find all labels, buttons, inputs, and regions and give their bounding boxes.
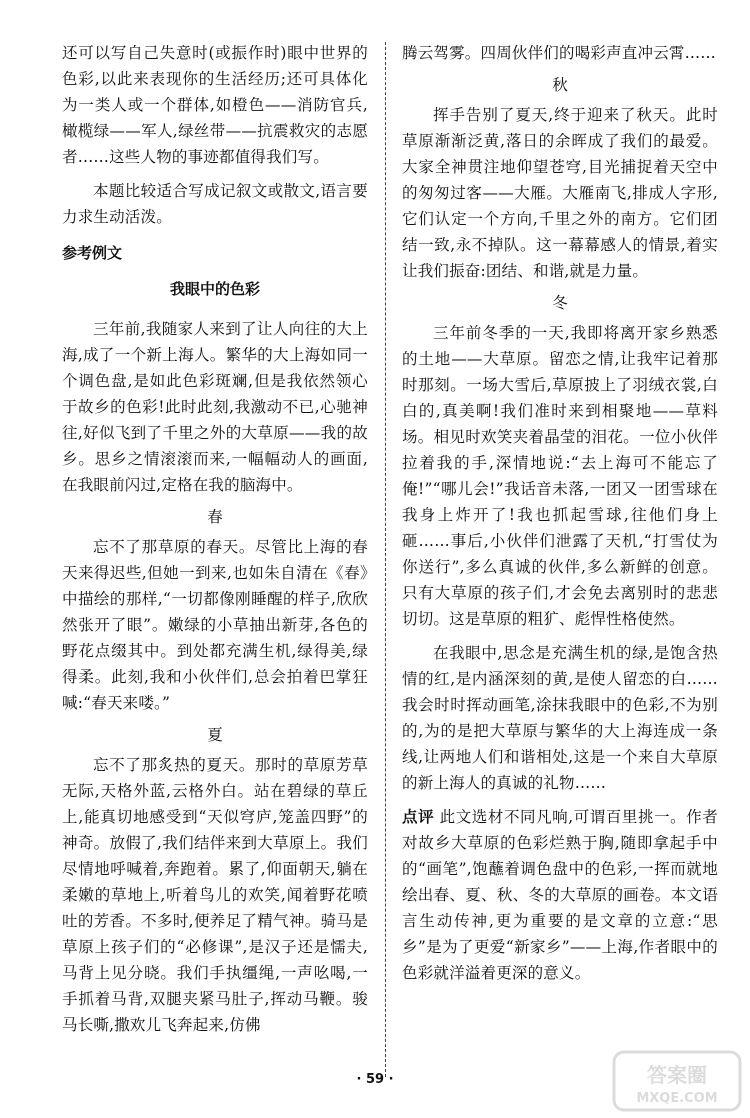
- essay-paragraph-opening: 三年前,我随家人来到了让人向往的大上海,成了一个新上海人。繁华的大上海如同一个调色盘,是如此色彩斑斓,但是我依然领心于故乡的色彩!此时此刻,我激动不已,心驰神往,好似飞到了千里之外的大草原——我的故乡。思乡之情滚滚而来,一幅幅动人的画面,在我眼前闪过,定格在我的脑海中。: [62, 320, 368, 494]
- essay-paragraph-summer-continued: 腾云驾雾。四周伙伴们的喝彩声直冲云霄……: [402, 44, 717, 62]
- essay-paragraph-spring: 忘不了那草原的春天。尽管比上海的春天来得迟些,但她一到来,也如朱自清在《春》中描绘的那样,“一切都像刚睡醒的样子,欣欣然张开了眼”。嫩绿的小草抽出新芽,各色的野花点缀其中。到处都充满生机,绿得美,绿得柔。此刻,我和小伙伴们,总会拍着巴掌狂喊:“春天来喽。”: [62, 538, 368, 712]
- essay-paragraph-summer: 忘不了那炙热的夏天。那时的草原芳草无际,天格外蓝,云格外白。站在碧绿的草丘上,能真切地感受到“天似穹庐,笼盖四野”的神奇。放假了,我们结伴来到大草原上。我们尽情地呼喊着,奔跑着。累了,仰面朝天,躺在柔嫩的草地上,听着鸟儿的欢笑,闻着野花喷吐的芳香。不多时,便养足了精气神。骑马是草原上孩子们的“必修课”,是汉子还是懦夫,马背上见分晓。我们手执缰绳,一声吆喝,一手抓着马背,双腿夹紧马肚子,挥动马鞭。骏马长嘶,撒欢儿飞奔起来,仿佛: [62, 756, 368, 1034]
- intro-paragraph-1: 还可以写自己失意时(或振作时)眼中世界的色彩,以此来表现你的生活经历;还可具体化为一类人或一个群体,如橙色——消防官兵,橄榄绿——军人,绿丝带——抗震救灾的志愿者……这些人物的事迹都值得我们写。: [62, 44, 368, 166]
- essay-paragraph-autumn: 挥手告别了夏天,终于迎来了秋天。此时草原渐渐泛黄,落日的余晖成了我们的最爱。大家全神贯注地仰望苍穹,目光捕捉着天空中的匆匆过客——大雁。大雁南飞,排成人字形,它们认定一个方向,千里之外的南方。它们团结一致,永不掉队。这一幕幕感人的情景,着实让我们振奋:团结、和谐,就是力量。: [402, 106, 718, 280]
- section-heading-winter: 冬: [552, 294, 568, 312]
- section-heading-summer: 夏: [207, 726, 223, 744]
- essay-paragraph-conclusion: 在我眼中,思念是充满生机的绿,是饱含热情的红,是内涵深刻的黄,是使人留恋的白……我会时时挥动画笔,涂抹我眼中的色彩,不为别的,为的是把大草原与繁华的大上海连成一条线,让两地人们和谐相处,这是一个来自大草原的新上海人的真诚的礼物……: [402, 644, 718, 792]
- svg-text:答案圈: 答案圈: [647, 1063, 707, 1087]
- section-heading-spring: 春: [207, 508, 223, 526]
- left-column: [62, 40, 368, 1038]
- comment-paragraph: [402, 804, 718, 986]
- svg-text:MXQE.COM: MXQE.COM: [636, 1091, 718, 1106]
- watermark-logo: [612, 1050, 742, 1112]
- essay-paragraph-winter: 三年前冬季的一天,我即将离开家乡熟悉的土地——大草原。留恋之情,让我牢记着那时那刻。一场大雪后,草原披上了羽绒衣裳,白白的,真美啊!我们准时来到相聚地——草料场。相见时欢笑夹着晶莹的泪花。一位小伙伴拉着我的手,深情地说:“去上海可不能忘了俺!”“哪儿会!”我话音未落,一团又一团雪球在我身上炸开了!我也抓起雪球,往他们身上砸……事后,小伙伴们泄露了天机,“打雪仗为你送行”,多么真诚的伙伴,多么新鲜的创意。只有大草原的孩子们,才会免去离别时的悲悲切切。这是草原的粗犷、彪悍性格使然。: [402, 324, 718, 628]
- reference-essay-heading: 参考例文: [62, 244, 123, 262]
- page-number: · 59 ·: [356, 1072, 394, 1087]
- section-heading-autumn: 秋: [552, 76, 568, 94]
- right-column: [402, 40, 718, 986]
- comment-text: 此文选材不同凡响,可谓百里挑一。作者对故乡大草原的色彩烂熟于胸,随即拿起手中的“画笔”,饱蘸着调色盘中的色彩,一挥而就地绘出春、夏、秋、冬的大草原的画卷。本文语言生动传神,更为重要的是文章的立意:“思乡”是为了更爱“新家乡”——上海,作者眼中的色彩就洋溢着更深的意义。: [402, 808, 718, 982]
- essay-title: 我眼中的色彩: [169, 280, 260, 298]
- intro-paragraph-2: 本题比较适合写成记叙文或散文,语言要力求生动活泼。: [62, 182, 368, 226]
- comment-label: 点评: [402, 808, 435, 826]
- column-divider: [385, 42, 386, 1077]
